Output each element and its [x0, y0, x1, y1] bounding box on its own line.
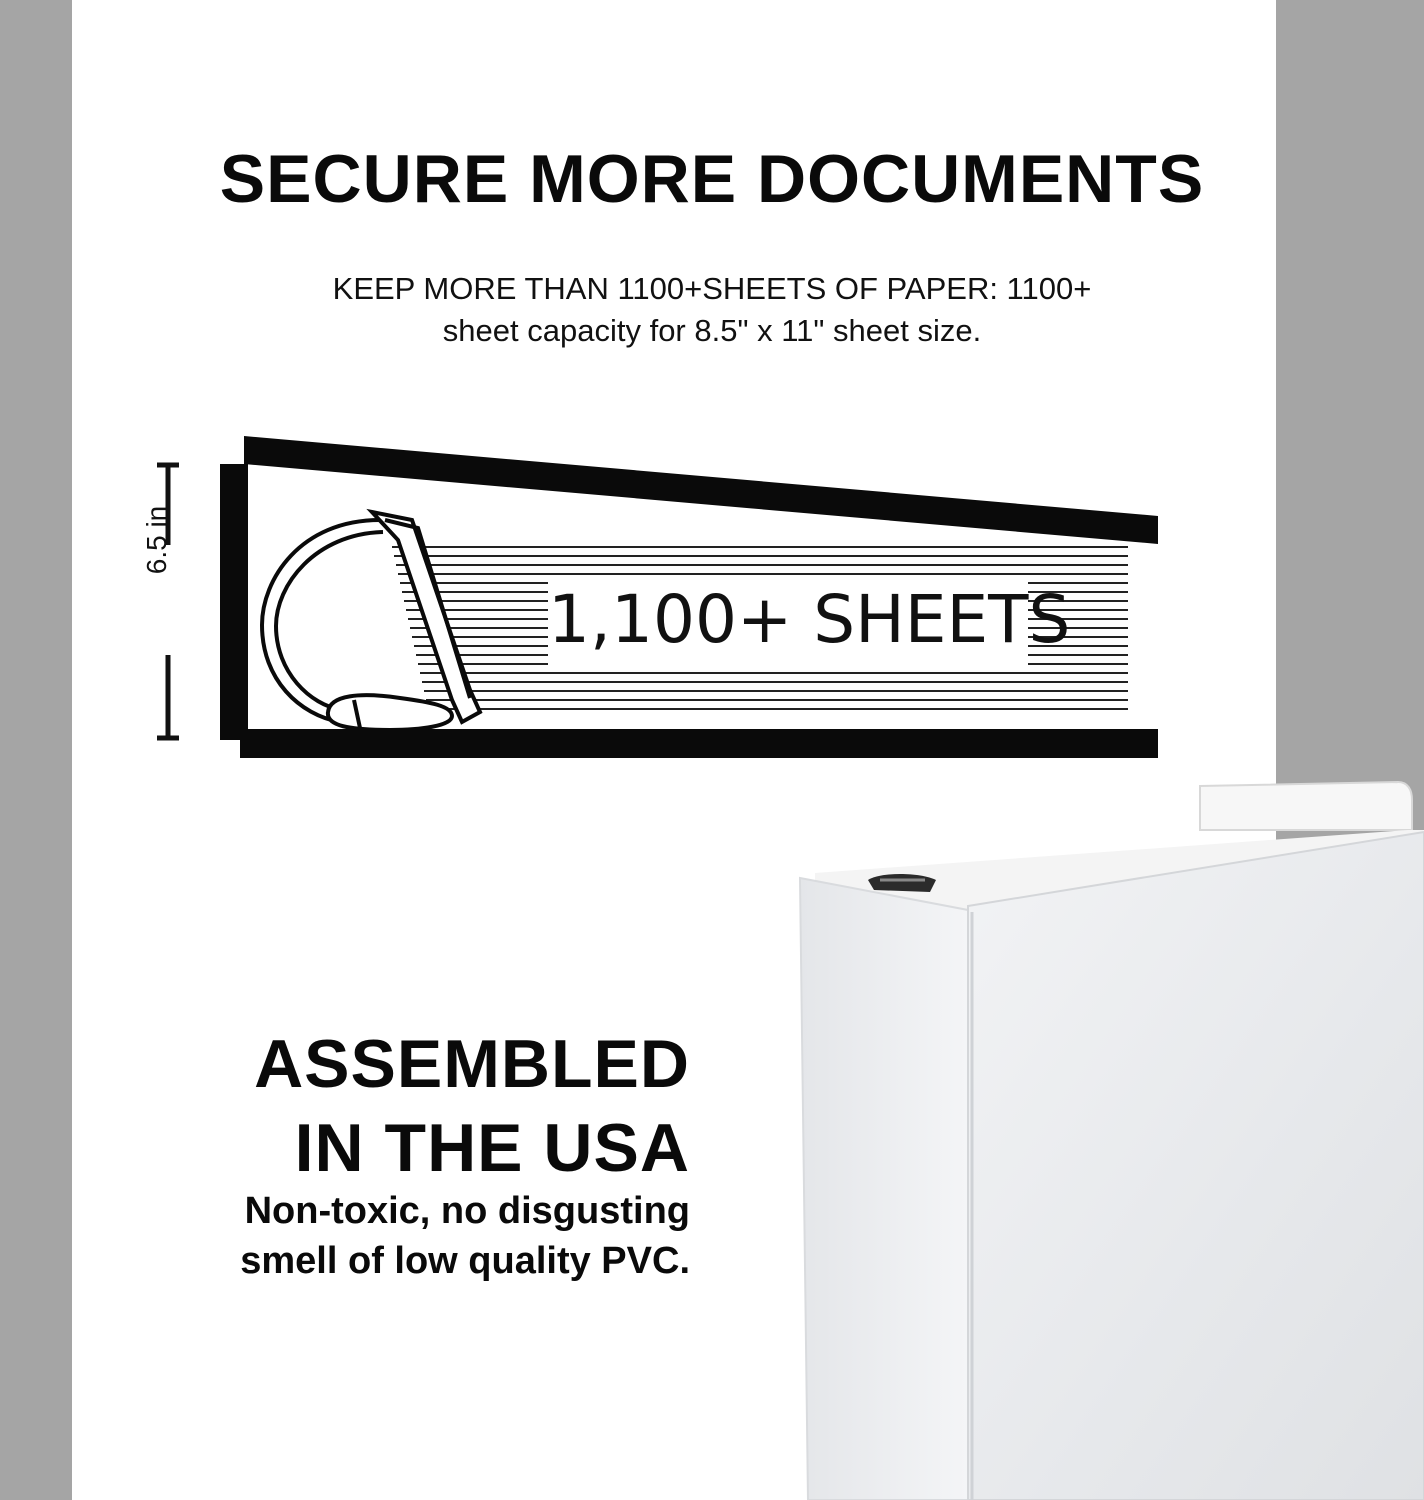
assembled-title	[254, 1022, 690, 1190]
assembled-title-line-2: IN THE USA	[294, 1110, 690, 1186]
assembled-description-line-2: smell of low quality PVC.	[240, 1240, 690, 1282]
height-dimension-label: 6.5 in	[141, 505, 172, 575]
headline: SECURE MORE DOCUMENTS	[219, 141, 1205, 217]
subheadline	[0, 268, 1424, 352]
subheadline-line-1: KEEP MORE THAN 1100+SHEETS OF PAPER: 1100+	[332, 271, 1092, 306]
subheadline-line-2: sheet capacity for 8.5" x 11" sheet size.	[442, 313, 982, 348]
binder-spine	[220, 464, 248, 740]
assembled-description	[240, 1186, 690, 1286]
binder-top-cover	[244, 436, 1158, 544]
assembled-description-line-1: Non-toxic, no disgusting	[244, 1190, 690, 1232]
white-binder-photo	[796, 780, 1424, 1500]
binder-bottom-cover	[240, 729, 1158, 758]
assembled-title-line-1: ASSEMBLED	[254, 1026, 690, 1102]
capacity-label: 1,100+ SHEETS	[548, 575, 1028, 665]
d-ring	[262, 512, 480, 730]
